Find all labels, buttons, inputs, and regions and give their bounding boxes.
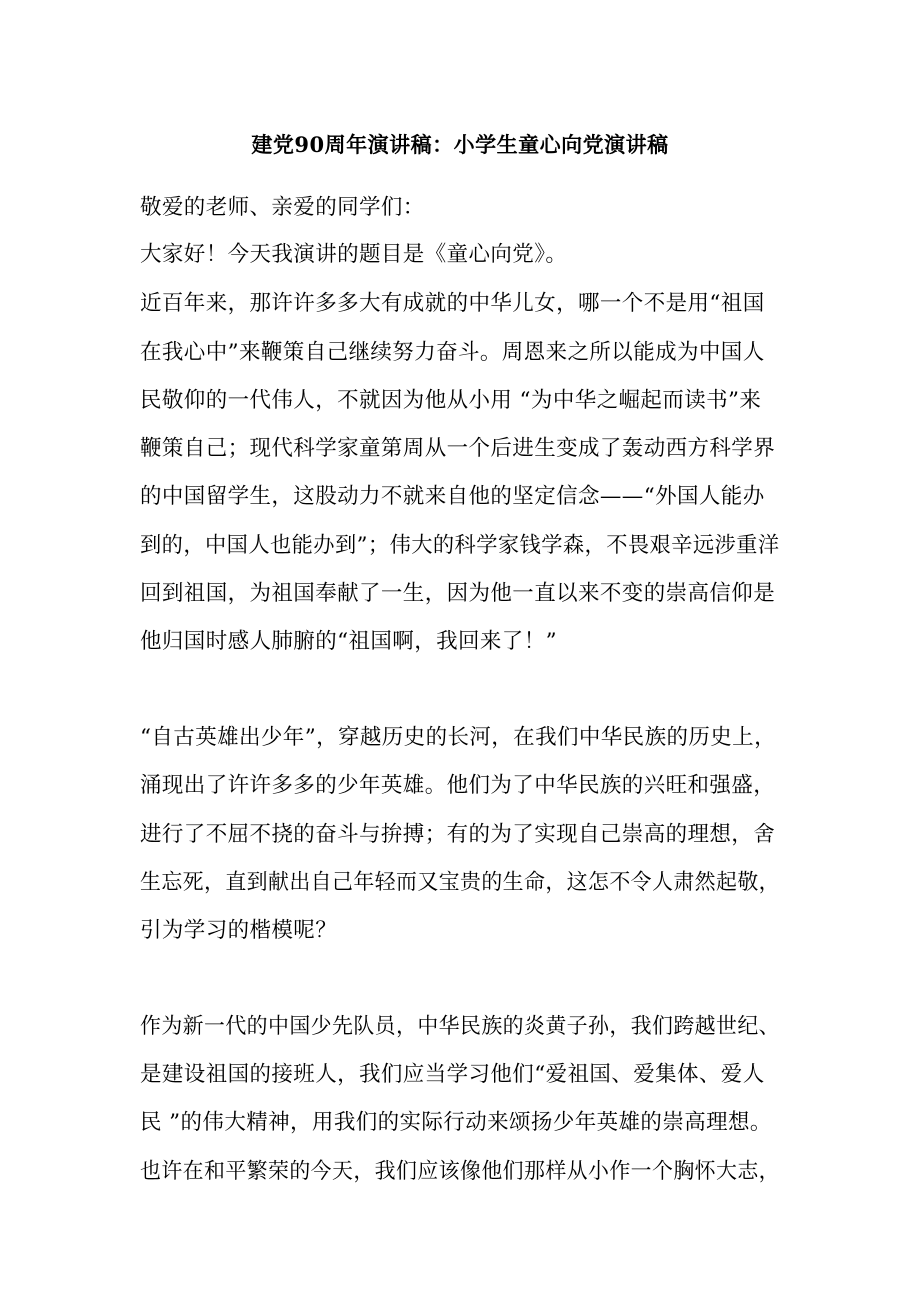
paragraph-3-line-1: 作为新一代的中国少先队员，中华民族的炎黄子孙，我们跨越世纪、 (140, 1014, 781, 1039)
greeting-line: 大家好！今天我演讲的题目是《童心向党》。 (140, 242, 568, 267)
paragraph-1-line-8: 他归国时感人肺腑的“祖国啊，我回来了！” (140, 629, 557, 654)
paragraph-2-line-3: 进行了不屈不挠的奋斗与拚搏；有的为了实现自己崇高的理想，舍 (140, 822, 776, 847)
paragraph-1-line-2: 在我心中”来鞭策自己继续努力奋斗。周恩来之所以能成为中国人 (140, 340, 765, 365)
paragraph-1-line-1: 近百年来，那许许多多大有成就的中华儿女，哪一个不是用“祖国 (140, 291, 765, 316)
document-title: 建党90周年演讲稿：小学生童心向党演讲稿 (251, 132, 669, 157)
paragraph-2-line-5: 引为学习的楷模呢？ (140, 918, 338, 943)
paragraph-3-line-4: 也许在和平繁荣的今天，我们应该像他们那样从小作一个胸怀大志， (140, 1159, 781, 1184)
paragraph-1-line-5: 的中国留学生，这股动力不就来自他的坚定信念——“外国人能办 (140, 484, 765, 509)
paragraph-1-line-4: 鞭策自己；现代科学家童第周从一个后进生变成了轰动西方科学界 (140, 436, 776, 461)
paragraph-1-line-3: 民敬仰的一代伟人，不就因为他从小用 “为中华之崛起而读书”来 (140, 388, 762, 413)
paragraph-1-line-7: 回到祖国，为祖国奉献了一生，因为他一直以来不变的崇高信仰是 (140, 581, 776, 606)
paragraph-3-line-2: 是建设祖国的接班人，我们应当学习他们“爱祖国、爱集体、爱人 (140, 1062, 765, 1087)
paragraph-2-line-2: 涌现出了许许多多的少年英雄。他们为了中华民族的兴旺和强盛， (140, 773, 776, 798)
paragraph-3-line-3: 民 ”的伟大精神，用我们的实际行动来颂扬少年英雄的崇高理想。 (140, 1110, 772, 1135)
paragraph-2-line-1: “自古英雄出少年”，穿越历史的长河，在我们中华民族的历史上， (140, 725, 776, 750)
paragraph-1-line-6: 到的，中国人也能办到”；伟大的科学家钱学森，不畏艰辛远涉重洋 (140, 533, 780, 558)
salutation: 敬爱的老师、亲爱的同学们： (140, 195, 425, 220)
paragraph-2-line-4: 生忘死，直到献出自己年轻而又宝贵的生命，这怎不令人肃然起敬， (140, 870, 781, 895)
